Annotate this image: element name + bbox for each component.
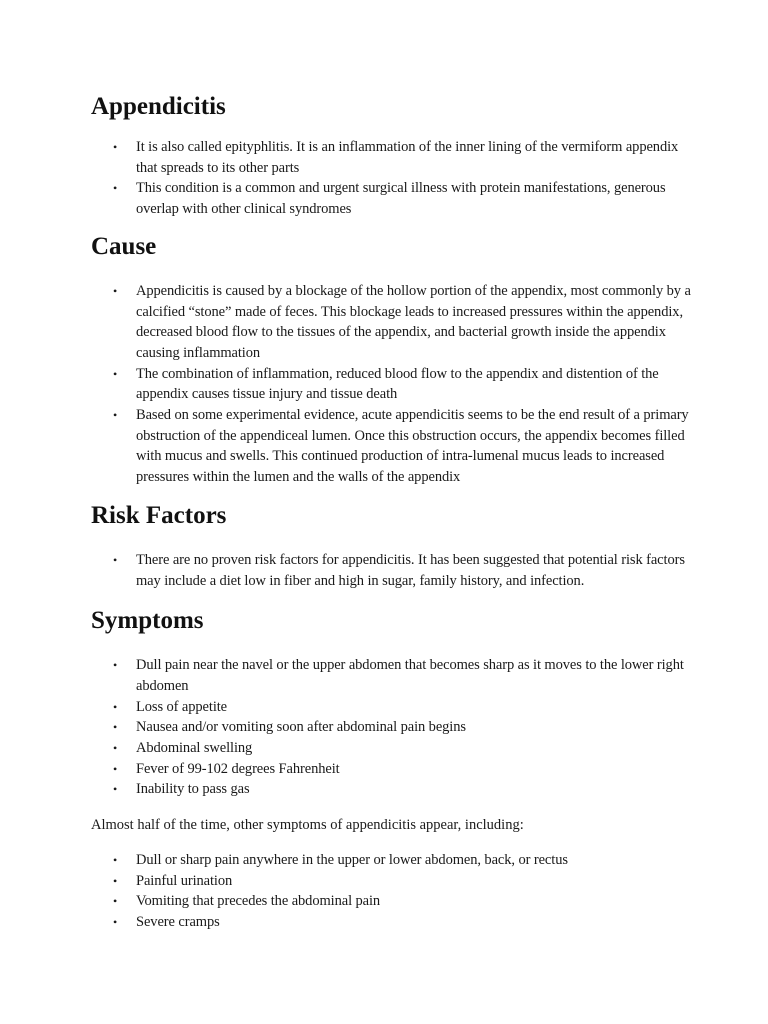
list-item xyxy=(91,405,691,488)
bullet-icon: • xyxy=(113,283,118,298)
bullet-icon: • xyxy=(113,761,118,776)
appendicitis-list xyxy=(91,137,691,220)
bullet-icon: • xyxy=(113,741,118,756)
list-item-text: Appendicitis is caused by a blockage of the hollow portion of the appendix, most commonly by a calcified “stone” made of feces. This blockage leads to increased pressures within the appendix, decreased blood flow to the tissues of the appendix, and bacterial growth inside the appendix causing inflammation xyxy=(136,282,691,361)
list-item xyxy=(91,738,691,759)
list-item-text: Dull or sharp pain anywhere in the upper or lower abdomen, back, or rectus xyxy=(136,851,568,868)
list-item xyxy=(91,178,691,219)
list-item xyxy=(91,759,691,780)
list-item xyxy=(91,655,691,696)
bullet-icon: • xyxy=(113,658,118,673)
list-item-text: Based on some experimental evidence, acute appendicitis seems to be the end result of a primary obstruction of the appendiceal lumen. Once this obstruction occurs, the appendix becomes filled with mucus and swells. This continued production of intra-lumenal mucus leads to increased pressures within the lumen and the walls of the appendix xyxy=(136,407,689,486)
list-item-text: There are no proven risk factors for appendicitis. It has been suggested that potential risk factors may include a diet low in fiber and high in sugar, family history, and infection. xyxy=(136,551,685,589)
list-item xyxy=(91,364,691,405)
bullet-icon: • xyxy=(113,366,118,381)
bullet-icon: • xyxy=(113,914,118,929)
bullet-icon: • xyxy=(113,552,118,567)
list-item xyxy=(91,871,691,892)
list-item xyxy=(91,697,691,718)
bullet-icon: • xyxy=(113,873,118,888)
symptoms-paragraph: Almost half of the time, other symptoms of appendicitis appear, including: xyxy=(91,817,524,834)
heading-appendicitis: Appendicitis xyxy=(91,93,226,120)
list-item-text: Severe cramps xyxy=(136,913,220,930)
list-item-text: Painful urination xyxy=(136,872,233,889)
list-item-text: Inability to pass gas xyxy=(136,781,250,798)
list-item xyxy=(91,137,691,178)
heading-cause: Cause xyxy=(91,232,157,260)
list-item-text: The combination of inflammation, reduced blood flow to the appendix and distention of the appendix causes tissue injury and tissue death xyxy=(136,365,659,403)
list-item-text: Nausea and/or vomiting soon after abdominal pain begins xyxy=(136,719,466,736)
bullet-icon: • xyxy=(113,140,118,154)
list-item xyxy=(91,912,691,933)
list-item-text: Vomiting that precedes the abdominal pain xyxy=(136,893,381,910)
heading-symptoms: Symptoms xyxy=(91,607,204,635)
list-item xyxy=(91,281,691,364)
risk-factors-list xyxy=(91,550,691,591)
heading-risk-factors: Risk Factors xyxy=(91,501,227,529)
list-item-text: Loss of appetite xyxy=(136,698,228,715)
list-item xyxy=(91,850,691,871)
symptoms-list xyxy=(91,655,691,800)
list-item xyxy=(91,717,691,738)
bullet-icon: • xyxy=(113,699,118,714)
list-item-text: Dull pain near the navel or the upper abdomen that becomes sharp as it moves to the lower right abdomen xyxy=(136,657,684,694)
list-item-text: Fever of 99-102 degrees Fahrenheit xyxy=(136,760,340,777)
list-item xyxy=(91,891,691,912)
bullet-icon: • xyxy=(113,181,118,196)
list-item-text: This condition is a common and urgent surgical illness with protein manifestations, generous overlap with other clinical syndromes xyxy=(136,180,666,218)
document-content xyxy=(91,90,691,933)
list-item xyxy=(91,550,691,591)
list-item xyxy=(91,779,691,800)
other-symptoms-list xyxy=(91,850,691,933)
bullet-icon: • xyxy=(113,408,118,423)
list-item-text: Abdominal swelling xyxy=(136,740,253,757)
cause-list xyxy=(91,281,691,488)
list-item-text: It is also called epityphlitis. It is an inflammation of the inner lining of the vermiform appendix that spreads to its other parts xyxy=(136,139,679,176)
bullet-icon: • xyxy=(113,782,118,797)
bullet-icon: • xyxy=(113,852,118,867)
bullet-icon: • xyxy=(113,720,118,735)
bullet-icon: • xyxy=(113,894,118,909)
